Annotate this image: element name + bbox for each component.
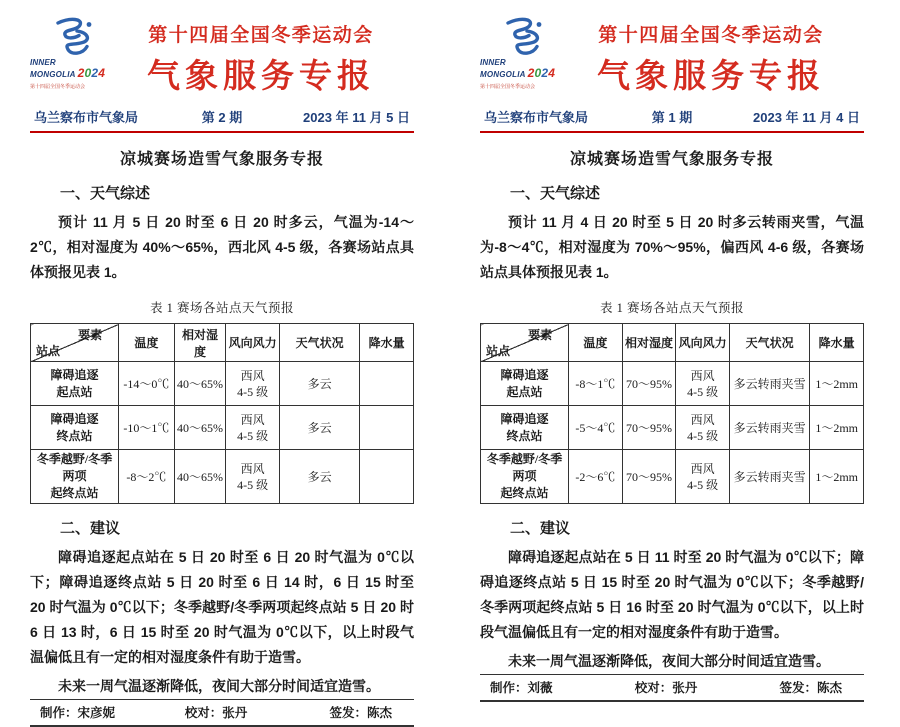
table-row <box>31 450 414 504</box>
temperature-cell: -10～1℃ <box>119 406 175 450</box>
station-cell: 障碍追逐 起点站 <box>31 362 119 406</box>
wind-cell: 西风 4-5 级 <box>226 362 280 406</box>
table-row <box>481 406 864 450</box>
signature-footer <box>480 674 864 702</box>
station-cell: 障碍追逐 终点站 <box>481 406 569 450</box>
weather-cell: 多云转雨夹雪 <box>729 362 809 406</box>
station-cell: 冬季越野/冬季两项 起终点站 <box>31 450 119 504</box>
wind-cell: 西风 4-5 级 <box>226 450 280 504</box>
weather-cell: 多云转雨夹雪 <box>729 450 809 504</box>
humidity-cell: 40～65% <box>174 450 226 504</box>
maker-field: 制作：宋彦妮 <box>40 706 116 720</box>
precipitation-cell: 1～2mm <box>810 450 864 504</box>
masthead-titles <box>122 14 414 97</box>
proofreader-field: 校对：张丹 <box>184 706 248 720</box>
issue-line <box>480 107 864 133</box>
table-row <box>31 362 414 406</box>
issuer-field: 签发：陈杰 <box>329 706 392 720</box>
bureau-name: 乌兰察布市气象局 <box>484 110 589 125</box>
logo-text-mongolia: MONGOLIA <box>30 70 76 80</box>
issue-number: 第 2 期 <box>201 110 243 125</box>
weather-summary-paragraph: 预计 11 月 5 日 20 时至 6 日 20 时多云，气温为-14～2℃，相对湿度为 40%～65%，西北风 4-5 级，各赛场站点具体预报见表 1。 <box>30 214 414 280</box>
bureau-name: 乌兰察布市气象局 <box>34 110 139 125</box>
temperature-cell: -8～2℃ <box>119 450 175 504</box>
col-header-wind: 风向风力 <box>226 324 280 362</box>
logo-year: 2024 <box>77 66 106 81</box>
corner-label-station: 站点 <box>486 344 511 358</box>
issue-number: 第 1 期 <box>651 110 693 125</box>
table-caption: 表 1 赛场各站点天气预报 <box>149 301 294 315</box>
col-header-precipitation: 降水量 <box>360 324 414 362</box>
report-page-right <box>450 0 900 695</box>
issue-line <box>30 107 414 133</box>
humidity-cell: 40～65% <box>174 406 226 450</box>
advice-paragraph: 障碍追逐起点站在 5 日 20 时至 6 日 20 时气温为 0℃以下；障碍追逐终点站 5 日 20 时至 6 日 14 时，6 日 15 时至 20 时气温为 0℃以下；冬季越野/冬季两项起终点站 5 日 20 时 6 日 13 时，6 日 15 时至 20 时气温为 0℃以下，以上时段气温偏低且有一定的相对湿度条件有助于造雪。 <box>30 549 414 665</box>
report-page-left <box>0 0 450 720</box>
logo-text-inner: INNER <box>480 58 506 67</box>
masthead-titles <box>572 14 864 97</box>
wind-cell: 西风 4-5 级 <box>676 362 730 406</box>
humidity-cell: 40～65% <box>174 362 226 406</box>
games-logo <box>480 14 572 90</box>
logo-text-inner: INNER <box>30 58 56 67</box>
col-header-temperature: 温度 <box>569 324 623 362</box>
corner-label-element: 要素 <box>528 328 553 342</box>
proofreader-name: 张丹 <box>672 681 698 695</box>
table-row <box>31 406 414 450</box>
event-title: 第十四届全国冬季运动会 <box>598 25 824 46</box>
issue-date: 2023 年 11 月 4 日 <box>753 110 860 125</box>
corner-label-element: 要素 <box>78 328 103 342</box>
logo-subtitle: 第十四届全国冬季运动会 <box>480 83 536 90</box>
table-row <box>481 362 864 406</box>
document-title: 凉城赛场造雪气象服务专报 <box>569 151 774 168</box>
weather-summary-paragraph: 预计 11 月 4 日 20 时至 5 日 20 时多云转雨夹雪，气温为-8～4℃，相对湿度为 70%～95%，偏西风 4-6 级，各赛场站点具体预报见表 1。 <box>480 214 864 280</box>
temperature-cell: -2～6℃ <box>569 450 623 504</box>
section1-heading: 一、天气综述 <box>510 185 601 202</box>
proofreader-name: 张丹 <box>222 706 248 720</box>
temperature-cell: -5～4℃ <box>569 406 623 450</box>
outlook-paragraph: 未来一周气温逐渐降低，夜间大部分时间适宜造雪。 <box>58 678 380 694</box>
issue-date: 2023 年 11 月 5 日 <box>303 110 410 125</box>
maker-name: 刘薇 <box>527 681 553 695</box>
table-row <box>481 450 864 504</box>
station-cell: 冬季越野/冬季两项 起终点站 <box>481 450 569 504</box>
col-header-humidity: 相对湿度 <box>174 324 226 362</box>
issuer-name: 陈杰 <box>366 706 392 720</box>
logo-emblem-icon <box>44 16 98 58</box>
corner-header-cell <box>31 324 119 362</box>
weather-cell: 多云转雨夹雪 <box>729 406 809 450</box>
weather-cell: 多云 <box>279 450 359 504</box>
wind-cell: 西风 4-5 级 <box>676 450 730 504</box>
col-header-precipitation: 降水量 <box>810 324 864 362</box>
precipitation-cell <box>360 406 414 450</box>
col-header-wind: 风向风力 <box>676 324 730 362</box>
issuer-name: 陈杰 <box>816 681 842 695</box>
section2-heading: 二、建议 <box>60 520 121 537</box>
precipitation-cell: 1～2mm <box>810 362 864 406</box>
humidity-cell: 70～95% <box>622 362 676 406</box>
table-caption: 表 1 赛场各站点天气预报 <box>599 301 744 315</box>
event-title: 第十四届全国冬季运动会 <box>148 25 374 46</box>
signature-footer <box>30 699 414 727</box>
report-title: 气象服务专报 <box>597 57 825 94</box>
logo-text-mongolia: MONGOLIA <box>480 70 526 80</box>
forecast-table <box>480 323 864 504</box>
table-header-row <box>481 324 864 362</box>
station-cell: 障碍追逐 起点站 <box>481 362 569 406</box>
maker-name: 宋彦妮 <box>77 706 116 720</box>
logo-year: 2024 <box>527 66 556 81</box>
humidity-cell: 70～95% <box>622 406 676 450</box>
precipitation-cell <box>360 362 414 406</box>
logo-text-mongolia-year <box>480 67 572 81</box>
report-title: 气象服务专报 <box>147 57 375 94</box>
logo-text-mongolia-year <box>30 67 122 81</box>
games-logo <box>30 14 122 90</box>
forecast-table <box>30 323 414 504</box>
col-header-weather: 天气状况 <box>729 324 809 362</box>
wind-cell: 西风 4-5 级 <box>226 406 280 450</box>
table-header-row <box>31 324 414 362</box>
section1-heading: 一、天气综述 <box>60 185 151 202</box>
precipitation-cell <box>360 450 414 504</box>
logo-subtitle: 第十四届全国冬季运动会 <box>30 83 86 90</box>
report-header <box>30 14 414 97</box>
issuer-field: 签发：陈杰 <box>779 681 842 695</box>
outlook-paragraph: 未来一周气温逐渐降低，夜间大部分时间适宜造雪。 <box>508 653 830 669</box>
wind-cell: 西风 4-5 级 <box>676 406 730 450</box>
humidity-cell: 70～95% <box>622 450 676 504</box>
document-title: 凉城赛场造雪气象服务专报 <box>119 151 324 168</box>
col-header-humidity: 相对湿度 <box>622 324 676 362</box>
maker-field: 制作：刘薇 <box>490 681 553 695</box>
precipitation-cell: 1～2mm <box>810 406 864 450</box>
corner-label-station: 站点 <box>36 344 61 358</box>
report-header <box>480 14 864 97</box>
advice-paragraph: 障碍追逐起点站在 5 日 11 时至 20 时气温为 0℃以下；障碍追逐终点站 5 日 15 时至 20 时气温为 0℃以下；冬季越野/冬季两项起终点站 5 日 16 时至 20 时气温为 0℃以下，以上时段气温偏低且有一定的相对湿度条件有助于造雪。 <box>480 549 864 640</box>
proofreader-field: 校对：张丹 <box>634 681 698 695</box>
temperature-cell: -8～1℃ <box>569 362 623 406</box>
corner-header-cell <box>481 324 569 362</box>
col-header-weather: 天气状况 <box>279 324 359 362</box>
temperature-cell: -14～0℃ <box>119 362 175 406</box>
station-cell: 障碍追逐 终点站 <box>31 406 119 450</box>
section2-heading: 二、建议 <box>510 520 571 537</box>
logo-emblem-icon <box>494 16 548 58</box>
col-header-temperature: 温度 <box>119 324 175 362</box>
weather-cell: 多云 <box>279 362 359 406</box>
weather-cell: 多云 <box>279 406 359 450</box>
